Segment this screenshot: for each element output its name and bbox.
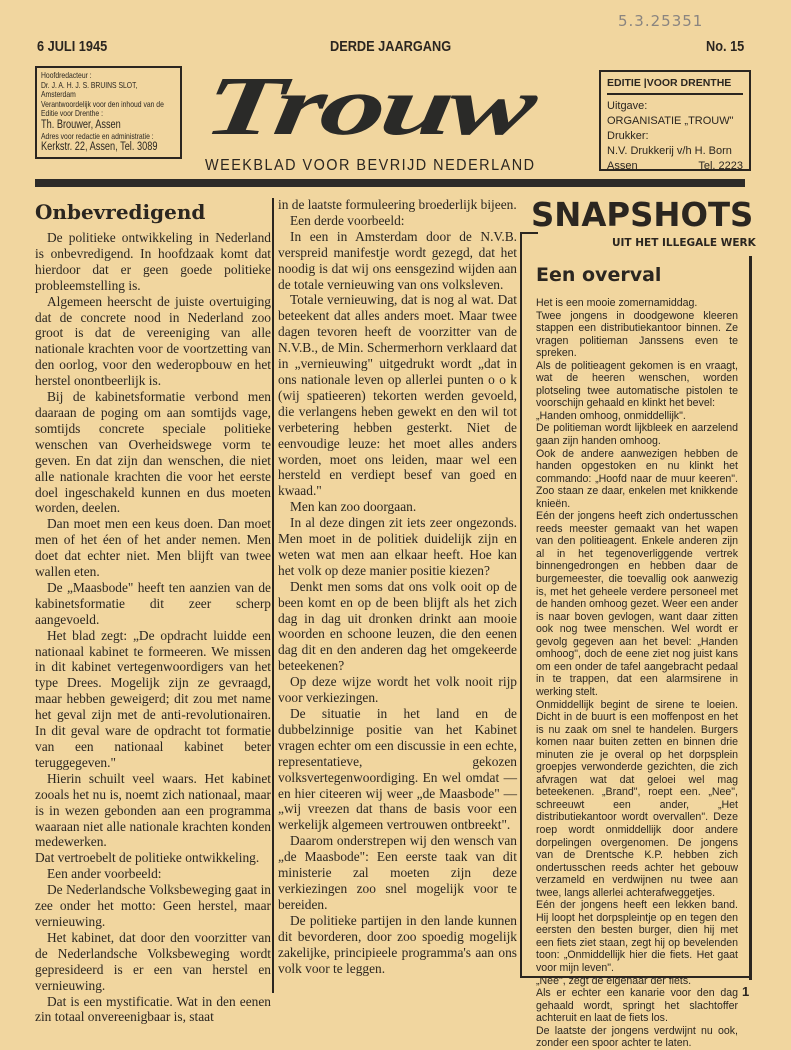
article-column-2: [278, 197, 517, 976]
paragraph: De politieke partijen in den lande kunnen dit bevorderen, door zoo spoedig mogelijk zakelijke, principieele programma's aan ons volk voor te leggen.: [278, 912, 517, 976]
issue-date: 6 JULI 1945: [37, 38, 108, 55]
paragraph: De politieke ontwikkeling in Nederland is onbevredigend. In hoofdzaak komt dat hierdoor dat er geen goede politieke probleemstelling is.: [35, 230, 271, 293]
archive-stamp: 5.3.25351: [618, 12, 704, 30]
publisher-label: Uitgave:: [607, 100, 648, 112]
paragraph: Dat vertroebelt de politieke ontwikkeling.: [35, 850, 260, 866]
story-body: [536, 297, 738, 1050]
article-column-1: [35, 230, 271, 1025]
paragraph: Op deze wijze wordt het volk nooit rijp voor verkiezingen.: [278, 674, 517, 706]
paragraph: Het is een mooie zomernamiddag.: [536, 297, 698, 309]
responsible-label: Verantwoordelijk voor den inhoud van de Editie voor Drenthe :: [41, 98, 164, 118]
paragraph: Algemeen heerscht de juiste overtuiging dat de concrete nood in Nederland zoo groot is dat de vereeniging van alle nationale krachten voor de voortzetting van den oorlog, voor den wederopbouw en het herstel onontbeerlijk is.: [35, 293, 271, 389]
paragraph: Als er echter een kanarie voor den dag gehaald wordt, springt het slachtoffer achteruit en laat de fiets los.: [536, 987, 738, 1025]
newspaper-logo: Trouw: [198, 60, 539, 153]
newspaper-subtitle: WEEKBLAD VOOR BEVRIJD NEDERLAND: [205, 157, 536, 174]
paragraph: Ook de andere aanwezigen hebben de handen opgestoken en nu klinkt het commando: „Hoofd naar de muur keeren". Zoo staan ze daar, enkelen met knikkende knieën.: [536, 447, 738, 510]
edition-label: EDITIE |VOOR DRENTHE: [607, 76, 743, 95]
paragraph: Het blad zegt: „De opdracht luidde een nationaal kabinet te formeeren. We missen in dit kabinet vertegenwoordigers van het type Drees. Mogelijk zijn ze gevraagd, maar hebben geweigerd; dit zou met name het geval zijn met de anti-revolutionairen. In dit geval ware de opdracht tot formatie van een nationaal kabinet beter teruggegeven.": [35, 627, 271, 770]
volume-label: DERDE JAARGANG: [330, 38, 452, 55]
editorial-info-content: [41, 71, 179, 154]
paragraph: Denkt men soms dat ons volk ooit op de been komt en op de been blijft als het zich dag in dag uit dronken drinkt aan mooie woorden en schoone leuzen, die den eenen dag dit en den anderen dag het omgekeerde beteekenen?: [278, 578, 517, 674]
printer-contact-row: [607, 159, 743, 174]
masthead-divider: [35, 179, 745, 187]
responsible-name: Th. Brouwer, Assen: [41, 118, 121, 131]
printer-phone: Tel. 2223: [698, 160, 743, 172]
paragraph: De politieman wordt lijkbleek en aarzelend gaan zijn handen omhoog.: [536, 422, 738, 448]
paragraph: Als de politieagent gekomen is en vraagt, wat de heeren wenschen, worden plotseling twee automatische pistolen te voorschijn gehaald en klinkt het bevel:: [536, 359, 738, 410]
paragraph: Bij de kabinetsformatie verbond men daaraan de poging om aan somtijds vage, somtijds concrete speciale politieke wenschen van Overheidswege vorm te geven. En dat zijn dan wenschen, die niet alle nationale krachten die voor het eerste doel ingeschakeld kunnen en dus moeten worden, deelen.: [35, 389, 271, 516]
article-title: Onbevredigend: [35, 200, 206, 224]
printer-label: Drukker:: [607, 130, 649, 142]
editorial-info-box: [35, 66, 182, 159]
snapshots-box-right-border: [749, 256, 752, 980]
paragraph: In een in Amsterdam door de N.V.B. verspreid manifestje wordt gezegd, dat het noodig is dat wij ons eensgezind wijden aan de totale vernieuwing van ons volksleven.: [278, 228, 517, 292]
publisher-info-box: [599, 70, 751, 171]
paragraph: „Handen omhoog, onmiddellijk".: [536, 409, 686, 422]
printer-city: Assen: [607, 160, 638, 172]
printer-name: N.V. Drukkerij v/h H. Born: [607, 145, 732, 157]
page-number: 1: [742, 984, 750, 999]
address: Kerkstr. 22, Assen, Tel. 3089: [41, 141, 158, 153]
paragraph: Twee jongens in doodgewone kleeren stappen een distributiekantoor binnen. Ze vragen politieman Janssens even te spreken.: [536, 309, 738, 360]
paragraph: Een derde voorbeeld:: [290, 212, 405, 228]
address-label: Adres voor redactie en administratie :: [41, 130, 154, 141]
paragraph: Totale vernieuwing, dat is nog al wat. Dat beteekent dat alles anders moet. Maar twee dagen tevoren heeft de voorzitter van de N.V.B., de Min. Schermerhorn verklaard dat in „vernieuwing" uitgedrukt wordt „dat in ons nationale leven op allerlei punten o o k (wij spatieeren) tekorten werden gevoeld, die verlangens heben gewekt en den wil tot verbetering hebben gesterkt. Niet de eenvoudige leuze: het moet alles anders worden, moet ons leiden, maar wel een hersteld en verdiept besef van goed en kwaad.": [278, 292, 517, 499]
paragraph: Eén der jongens heeft zich ondertusschen reeds meester gemaakt van het wapen van den politieagent. Enkele anderen zijn al in het tegenoverliggende vertrek binnengedrongen en hebben daar de burgemeester, die toevallig ook aanwezig is, met het geheele verdere personeel met de handen omhoog gezet. Weer een ander is naar boven gevlogen, want daar zitten ook nog twee menschen. Wel wordt er gevolg gegeven aan het bevel: „Handen omhoog", doch de eene ziet nog juist kans om een onder de tafel aangebracht pedaal in te trappen, dat een alarmsirene in werking stelt.: [536, 510, 738, 698]
story-title: Een overval: [536, 264, 662, 286]
editor-label: Hoofdredacteur :: [41, 70, 92, 80]
paragraph: Dan moet men een keus doen. Dan moet men of het éen of het ander nemen. Men doet dat echter niet. Men blijft van twee wallen eten.: [35, 516, 271, 580]
paragraph: Een ander voorbeeld:: [47, 866, 162, 882]
paragraph: In al deze dingen zit iets zeer ongezonds. Men moet in de politiek duidelijk zijn en weten wat men aan elkaar heeft. Hoe kan het volk op deze manier positie kiezen?: [278, 515, 517, 578]
paragraph: in de laatste formuleering broederlijk bijeen.: [278, 197, 517, 212]
editor-city: Amsterdam: [41, 89, 76, 99]
snapshots-subtitle: UIT HET ILLEGALE WERK: [612, 237, 756, 249]
paragraph: Men kan zoo doorgaan.: [290, 499, 417, 515]
paragraph: De laatste der jongens verdwijnt nu ook, zonder een spoor achter te laten.: [536, 1024, 738, 1050]
snapshots-title: SNAPSHOTS: [531, 195, 754, 234]
paragraph: De Nederlandsche Volksbeweging gaat in zee onder het motto: Geen herstel, maar vernieuwing.: [35, 882, 271, 929]
paragraph: De „Maasbode" heeft ten aanzien van de kabinetsformatie dit zeer scherp aangevoeld.: [35, 579, 271, 627]
editor-name: Dr. J. A. H. J. S. BRUINS SLOT,: [41, 79, 138, 90]
publisher-name: ORGANISATIE „TROUW": [607, 115, 734, 127]
column-divider: [272, 198, 274, 993]
paragraph: Dat is een mystificatie. Wat in den eenen zin totaal onvereenigbaar is, staat: [35, 993, 271, 1025]
paragraph: Het kabinet, dat door den voorzitter van de Nederlandsche Volksbeweging wordt gepresideerd is er een van herstel en vernieuwing.: [35, 929, 271, 993]
paragraph: Eén der jongens heeft een lekken band. Hij loopt het dorpspleintje op en tegen den eersten den besten burger, dien hij met een fiets ziet staan, zegt hij op bevelenden toon: „Onmiddellijk hier die fiets. Het gaat voor mijn leven".: [536, 899, 738, 974]
paragraph: Daarom onderstrepen wij den wensch van „de Maasbode": Een eerste taak van dit ministerie zal moeten zijn deze verkiezingen zoo snel mogelijk voor te bereiden.: [278, 833, 517, 912]
paragraph: „Nee", zegt de eigenaar der fiets.: [536, 974, 692, 987]
paragraph: Onmiddellijk begint de sirene te loeien. Dicht in de buurt is een moffenpost en het is nu zaak om snel te handelen. Burgers komen naar buiten zetten en binnen drie minuten zie je overal op het dorpsplein groepjes verwonderde gezichten, die zich afvragen wat dat geloei wel mag beteekenen. „Brand", roept een. „Nee", schreeuwt een ander, „Het distributiekantoor wordt overvallen". Deze roep wordt onmiddellijk door andere dorpelingen overgenomen. De jongens van de Drentsche K.P. hebben zich ondertusschen reeds achter het gebouw verzameld en verdwijnen nu twee aan twee, langs allerlei achterafweggetjes.: [536, 698, 738, 899]
paragraph: Hierin schuilt veel waars. Het kabinet zooals het nu is, noemt zich nationaal, maar is in wezen gebonden aan een programma waaraan niet alle nationale krachten konden medewerken.: [35, 770, 271, 850]
issue-number: No. 15: [706, 38, 745, 55]
paragraph: De situatie in het land en de dubbelzinnige positie van het Kabinet vragen echter om een discussie in een echte, representatieve, gekozen volksvertegenwoordiging. En wel omdat — en hier citeeren wij weer „de Maasbode" — „wij vreezen dat thans de basis voor een werkelijk algemeen vertrouwen ontbreekt".: [278, 706, 517, 833]
